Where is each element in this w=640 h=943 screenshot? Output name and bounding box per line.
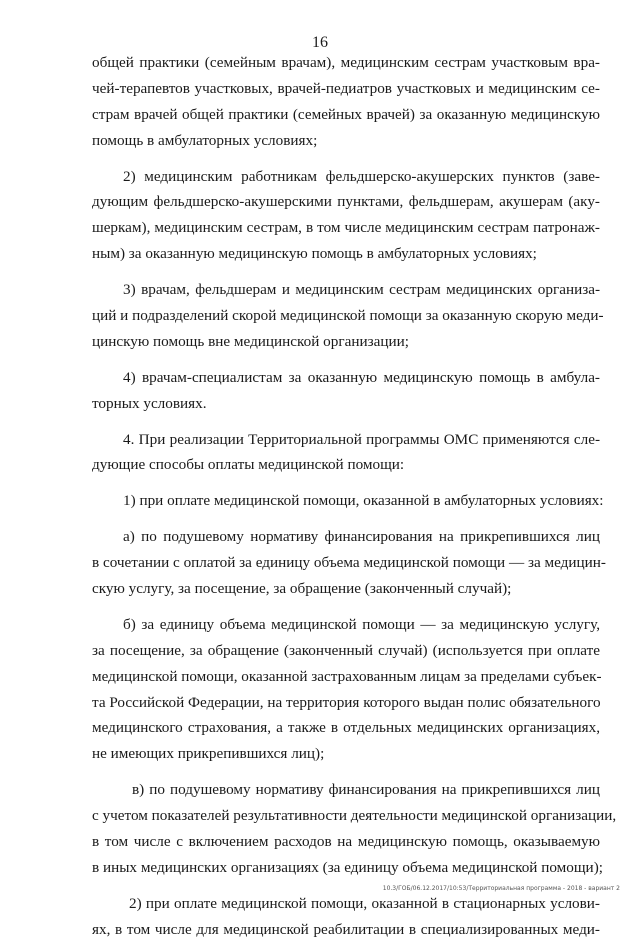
text-line: с учетом показателей результативности деятельности медицинской организации,: [92, 807, 617, 825]
text-line: торных условиях.: [92, 394, 207, 412]
text-line: медицинской помощи, оказанной застрахованным лицам за пределами субъек-: [92, 667, 602, 685]
text-line: в иных медицинских организациях (за единицу объема медицинской помощи);: [92, 858, 603, 876]
text-line: помощь в амбулаторных условиях;: [92, 131, 318, 149]
text-line: не имеющих прикрепившихся лиц);: [92, 745, 325, 763]
document-body: [92, 50, 617, 943]
text-line: та Российской Федерации, на территория которого выдан полис обязательного: [92, 693, 601, 711]
text-line: в том числе с включением расходов на медицинскую помощь, оказываемую: [92, 833, 600, 851]
text-line: а) по подушевому нормативу финансирования на прикрепившихся лиц: [123, 528, 600, 546]
text-line: 2) при оплате медицинской помощи, оказанной в стационарных услови-: [129, 894, 600, 912]
text-line: общей практики (семейным врачам), медицинским сестрам участковым вра-: [92, 54, 600, 71]
text-line: ях, в том числе для медицинской реабилитации в специализированных меди-: [92, 920, 600, 938]
page-number: 16: [312, 34, 328, 51]
text-line: 2) медицинским работникам фельдшерско-акушерских пунктов (заве-: [123, 167, 600, 185]
text-line: страм врачей общей практики (семейных врачей) за оказанную медицинскую: [92, 105, 600, 123]
text-line: цинскую помощь вне медицинской организации;: [92, 332, 409, 350]
text-line: шеркам), медицинским сестрам, в том числе медицинским сестрам патронаж-: [92, 219, 600, 237]
text-line: дующим фельдшерско-акушерскими пунктами, фельдшерам, акушерам (аку-: [92, 193, 600, 211]
text-line: ным) за оказанную медицинскую помощь в амбулаторных условиях;: [92, 245, 537, 263]
text-line: в сочетании с оплатой за единицу объема медицинской помощи — за медицин-: [92, 554, 606, 572]
text-line: за посещение, за обращение (законченный случай) (используется при оплате: [92, 641, 600, 659]
text-line: в) по подушевому нормативу финансирования на прикрепившихся лиц: [132, 781, 600, 799]
text-line: 3) врачам, фельдшерам и медицинским сестрам медицинских организа-: [123, 281, 600, 299]
text-line: 1) при оплате медицинской помощи, оказанной в амбулаторных условиях:: [123, 492, 604, 510]
text-line: ций и подразделений скорой медицинской помощи за оказанную скорую меди-: [92, 307, 604, 325]
text-line: 4. При реализации Территориальной программы ОМС применяются сле-: [123, 430, 600, 448]
text-line: медицинского страхования, а также в отдельных медицинских организациях,: [92, 719, 600, 737]
text-line: 4) врачам-специалистам за оказанную медицинскую помощь в амбула-: [123, 368, 600, 386]
text-line: чей-терапевтов участковых, врачей-педиатров участковых и медицинским се-: [92, 79, 600, 97]
text-line: дующие способы оплаты медицинской помощи:: [92, 456, 405, 474]
text-line: б) за единицу объема медицинской помощи — за медицинскую услугу,: [123, 615, 600, 633]
footer-file-path: 10.3/ГОБ/06.12.2017/10:53/Территориальная программа - 2018 - вариант 2: [382, 885, 620, 892]
text-line: скую услугу, за посещение, за обращение (законченный случай);: [92, 580, 512, 598]
